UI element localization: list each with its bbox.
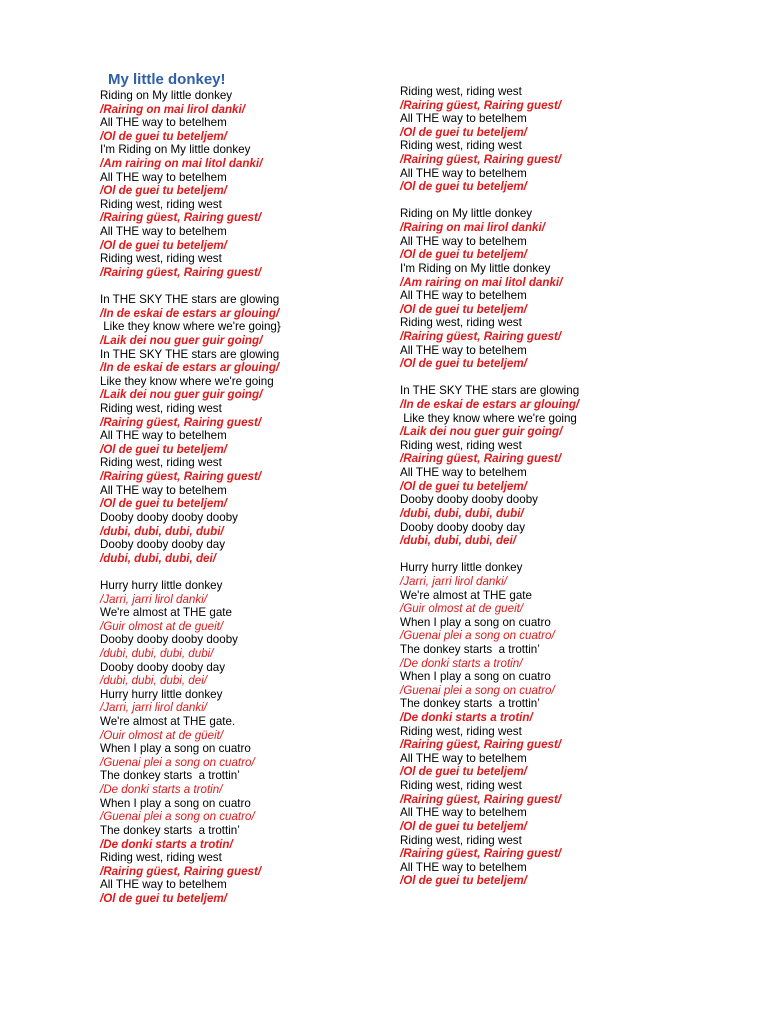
document-title: My little donkey!: [108, 71, 226, 88]
pronunciation-line: /Ouir olmost at de güeit/: [100, 728, 224, 742]
pronunciation-line: /Rairing güest, Rairing guest/: [400, 329, 562, 343]
pronunciation-line: /dubi, dubi, dubi, dubi/: [100, 524, 224, 538]
lyric-line: All THE way to betelhem: [400, 343, 527, 357]
lyric-line: The donkey starts a trottin’: [400, 642, 540, 656]
lyric-line: Dooby dooby dooby dooby: [400, 493, 538, 507]
pronunciation-line: /dubi, dubi, dubi, dei/: [100, 551, 216, 565]
lyric-line: All THE way to betelhem: [100, 116, 227, 130]
lyric-line: Dooby dooby dooby day: [400, 520, 526, 534]
pronunciation-line: /dubi, dubi, dubi, dubi/: [400, 506, 524, 520]
lyric-line: Dooby dooby dooby dooby: [100, 510, 238, 524]
lyrics-column-left: [100, 89, 400, 906]
pronunciation-line: /dubi, dubi, dubi, dei/: [400, 534, 516, 548]
lyric-line: All THE way to betelhem: [100, 878, 227, 892]
lyric-line: When I play a song on cuatro: [400, 670, 551, 684]
pronunciation-line: /De donki starts a trotin/: [400, 656, 523, 670]
pronunciation-line: /Rairing güest, Rairing guest/: [100, 211, 262, 225]
lyric-line: Hurry hurry little donkey: [400, 561, 523, 575]
pronunciation-line: /Guir olmost at de gueit/: [400, 602, 524, 616]
pronunciation-line: /Rairing güest, Rairing guest/: [400, 847, 562, 861]
pronunciation-line: /Am rairing on mai litol danki/: [100, 157, 263, 171]
lyric-line: Like they know where we're going: [400, 411, 577, 425]
stanza-break: [400, 371, 700, 385]
pronunciation-line: /Guenai plei a song on cuatro/: [400, 683, 555, 697]
lyric-line: Riding west, riding west: [400, 724, 522, 738]
lyric-line: All THE way to betelhem: [400, 166, 527, 180]
lyric-line: All THE way to betelhem: [400, 860, 527, 874]
pronunciation-line: /De donki starts a trotin/: [400, 711, 533, 725]
lyric-line: Dooby dooby dooby day: [100, 538, 226, 552]
lyric-line: Riding west, riding west: [400, 779, 522, 793]
lyric-line: Riding on My little donkey: [100, 89, 233, 102]
lyric-line: We're almost at THE gate: [100, 606, 232, 620]
lyric-line: Riding west, riding west: [100, 402, 222, 416]
pronunciation-line: /De donki starts a trotin/: [100, 837, 233, 851]
lyric-line: Riding west, riding west: [100, 197, 222, 211]
lyric-line: Riding west, riding west: [400, 438, 522, 452]
lyric-line: Riding west, riding west: [400, 139, 522, 153]
lyric-line: I'm Riding on My little donkey: [400, 261, 551, 275]
pronunciation-line: /Ol de guei tu beteljem/: [100, 442, 227, 456]
lyric-line: Dooby dooby dooby dooby: [100, 633, 238, 647]
pronunciation-line: /Rairing güest, Rairing guest/: [400, 98, 562, 112]
pronunciation-line: /De donki starts a trotin/: [100, 783, 223, 797]
lyric-line: All THE way to betelhem: [100, 483, 227, 497]
pronunciation-line: /Ol de guei tu beteljem/: [400, 874, 527, 888]
lyric-line: We're almost at THE gate: [400, 588, 532, 602]
pronunciation-line: /Jarri, jarri lirol danki/: [400, 574, 507, 588]
pronunciation-line: /Ol de guei tu beteljem/: [400, 357, 527, 371]
lyric-line: All THE way to betelhem: [100, 429, 227, 443]
pronunciation-line: /Laik dei nou guer guir going/: [100, 333, 263, 347]
lyric-line: All THE way to betelhem: [400, 289, 527, 303]
lyric-line: Like they know where we're going}: [100, 320, 281, 334]
lyric-line: All THE way to betelhem: [400, 112, 527, 126]
pronunciation-line: /Guenai plei a song on cuatro/: [400, 629, 555, 643]
lyric-line: When I play a song on cuatro: [100, 742, 251, 756]
lyric-line: In THE SKY THE stars are glowing: [400, 384, 580, 398]
pronunciation-line: /Rairing güest, Rairing guest/: [100, 864, 262, 878]
lyric-line: When I play a song on cuatro: [400, 615, 551, 629]
lyric-line: Riding west, riding west: [100, 851, 222, 865]
lyric-line: All THE way to betelhem: [100, 170, 227, 184]
pronunciation-line: /In de eskai de estars ar glouing/: [100, 361, 280, 375]
pronunciation-line: /Rairing güest, Rairing guest/: [400, 153, 562, 167]
lyric-line: Riding west, riding west: [400, 85, 522, 98]
stanza-break: [400, 194, 700, 208]
lyric-line: I'm Riding on My little donkey: [100, 143, 251, 157]
pronunciation-line: /dubi, dubi, dubi, dubi/: [100, 646, 214, 660]
pronunciation-line: /Ol de guei tu beteljem/: [100, 184, 227, 198]
lyrics-column-right: [400, 85, 700, 888]
pronunciation-line: /Rairing on mai lirol danki/: [100, 102, 245, 116]
pronunciation-line: /Jarri, jarri lirol danki/: [100, 701, 207, 715]
lyric-line: Riding west, riding west: [100, 456, 222, 470]
lyric-line: All THE way to betelhem: [400, 751, 527, 765]
lyric-line: Riding west, riding west: [400, 833, 522, 847]
pronunciation-line: /Ol de guei tu beteljem/: [400, 819, 527, 833]
pronunciation-line: /Ol de guei tu beteljem/: [400, 765, 527, 779]
lyric-line: Riding west, riding west: [400, 316, 522, 330]
pronunciation-line: /Rairing güest, Rairing guest/: [400, 792, 562, 806]
pronunciation-line: /Guenai plei a song on cuatro/: [100, 810, 255, 824]
lyric-line: We're almost at THE gate.: [100, 715, 236, 729]
lyric-line: In THE SKY THE stars are glowing: [100, 347, 280, 361]
lyric-line: Dooby dooby dooby day: [100, 660, 226, 674]
pronunciation-line: /Rairing güest, Rairing guest/: [100, 265, 262, 279]
pronunciation-line: /In de eskai de estars ar glouing/: [400, 398, 580, 412]
pronunciation-line: /Ol de guei tu beteljem/: [400, 180, 527, 194]
pronunciation-line: /Am rairing on mai litol danki/: [400, 275, 563, 289]
pronunciation-line: /Ol de guei tu beteljem/: [100, 238, 227, 252]
lyric-line: Like they know where we're going: [100, 374, 274, 388]
pronunciation-line: /Rairing güest, Rairing guest/: [100, 415, 262, 429]
lyric-line: All THE way to betelhem: [100, 225, 227, 239]
pronunciation-line: /Jarri, jarri lirol danki/: [100, 592, 207, 606]
lyric-line: All THE way to betelhem: [400, 466, 527, 480]
lyric-line: Riding west, riding west: [100, 252, 222, 266]
lyric-line: Hurry hurry little donkey: [100, 687, 223, 701]
pronunciation-line: /Ol de guei tu beteljem/: [400, 248, 527, 262]
lyric-line: When I play a song on cuatro: [100, 796, 251, 810]
stanza-break: [100, 280, 400, 294]
pronunciation-line: /Ol de guei tu beteljem/: [100, 129, 227, 143]
pronunciation-line: /Guenai plei a song on cuatro/: [100, 755, 255, 769]
pronunciation-line: /Ol de guei tu beteljem/: [100, 891, 227, 905]
lyric-line: All THE way to betelhem: [400, 234, 527, 248]
lyric-line: In THE SKY THE stars are glowing: [100, 293, 280, 307]
lyric-line: All THE way to betelhem: [400, 806, 527, 820]
lyric-line: Hurry hurry little donkey: [100, 578, 223, 592]
pronunciation-line: /Ol de guei tu beteljem/: [400, 125, 527, 139]
lyric-line: The donkey starts a trottin’: [100, 823, 240, 837]
pronunciation-line: /Guir olmost at de gueit/: [100, 619, 224, 633]
lyric-line: The donkey starts a trottin’: [100, 769, 240, 783]
pronunciation-line: /dubi, dubi, dubi, dei/: [100, 674, 207, 688]
pronunciation-line: /Rairing güest, Rairing guest/: [100, 470, 262, 484]
pronunciation-line: /Rairing on mai lirol danki/: [400, 221, 545, 235]
pronunciation-line: /Ol de guei tu beteljem/: [400, 302, 527, 316]
lyric-line: The donkey starts a trottin’: [400, 697, 540, 711]
pronunciation-line: /Ol de guei tu beteljem/: [400, 479, 527, 493]
stanza-break: [400, 548, 700, 562]
pronunciation-line: /In de eskai de estars ar glouing/: [100, 306, 280, 320]
pronunciation-line: /Laik dei nou guer guir going/: [400, 425, 563, 439]
stanza-break: [100, 565, 400, 579]
pronunciation-line: /Rairing güest, Rairing guest/: [400, 738, 562, 752]
pronunciation-line: /Ol de guei tu beteljem/: [100, 497, 227, 511]
pronunciation-line: /Rairing güest, Rairing guest/: [400, 452, 562, 466]
lyric-line: Riding on My little donkey: [400, 207, 533, 221]
pronunciation-line: /Laik dei nou guer guir going/: [100, 388, 263, 402]
